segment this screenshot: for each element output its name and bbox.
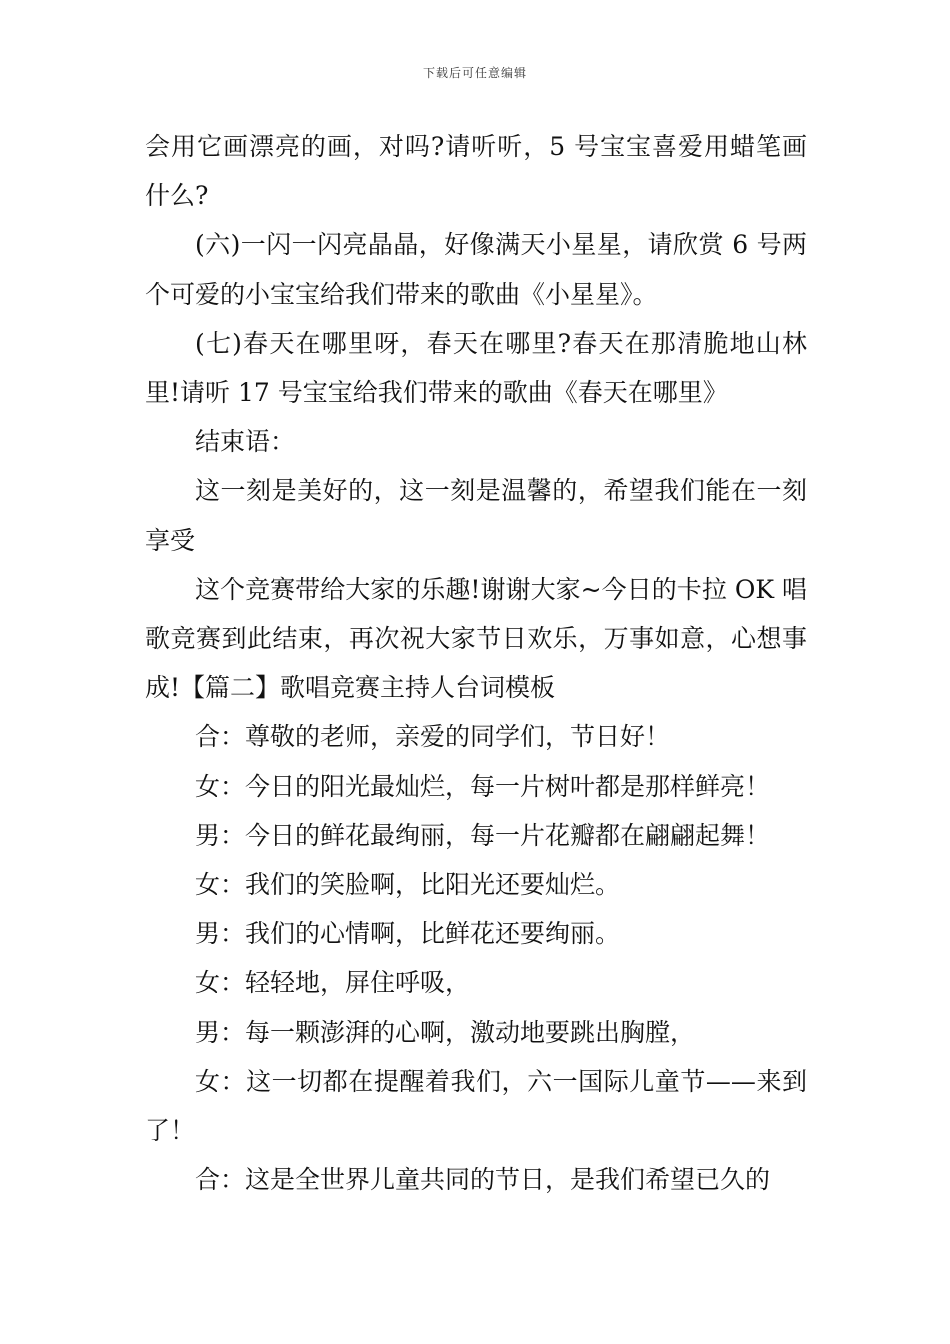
paragraph: 女：这一切都在提醒着我们，六一国际儿童节——来到了！ xyxy=(145,1066,807,1146)
paragraph: 结束语： xyxy=(195,427,296,457)
paragraph: 女：我们的笑脸啊，比阳光还要灿烂。 xyxy=(195,870,621,900)
paragraph: 男：今日的鲜花最绚丽，每一片花瓣都在翩翩起舞！ xyxy=(195,820,771,850)
paragraph: 合：尊敬的老师，亲爱的同学们，节日好！ xyxy=(195,722,671,752)
paragraph: 这个竞赛带给大家的乐趣!谢谢大家~今日的卡拉 OK 唱歌竞赛到此结束，再次祝大家节日欢乐，万事如意，心想事成!【篇二】歌唱竞赛主持人台词模板 xyxy=(145,574,807,703)
paragraph: 会用它画漂亮的画，对吗?请听听，5 号宝宝喜爱用蜡笔画什么? xyxy=(145,132,807,211)
paragraph: 男：我们的心情啊，比鲜花还要绚丽。 xyxy=(195,919,621,949)
paragraph: 男：每一颗澎湃的心啊，激动地要跳出胸膛， xyxy=(195,1017,696,1047)
paragraph: 合：这是全世界儿童共同的节日，是我们希望已久的 xyxy=(195,1165,771,1195)
paragraph: 女：今日的阳光最灿烂，每一片树叶都是那样鲜亮！ xyxy=(195,771,771,801)
paragraph: 这一刻是美好的，这一刻是温馨的，希望我们能在一刻享受 xyxy=(145,476,807,555)
paragraph: (六)一闪一闪亮晶晶，好像满天小星星，请欣赏 6 号两个可爱的小宝宝给我们带来的歌曲《小星星》。 xyxy=(145,230,807,309)
document-body xyxy=(145,122,807,1204)
page-header: 下载后可任意编辑 xyxy=(422,66,527,80)
paragraph: (七)春天在哪里呀，春天在哪里?春天在那清脆地山林里!请听 17 号宝宝给我们带来的歌曲《春天在哪里》 xyxy=(145,328,807,408)
paragraph: 女：轻轻地，屏住呼吸， xyxy=(195,968,471,998)
